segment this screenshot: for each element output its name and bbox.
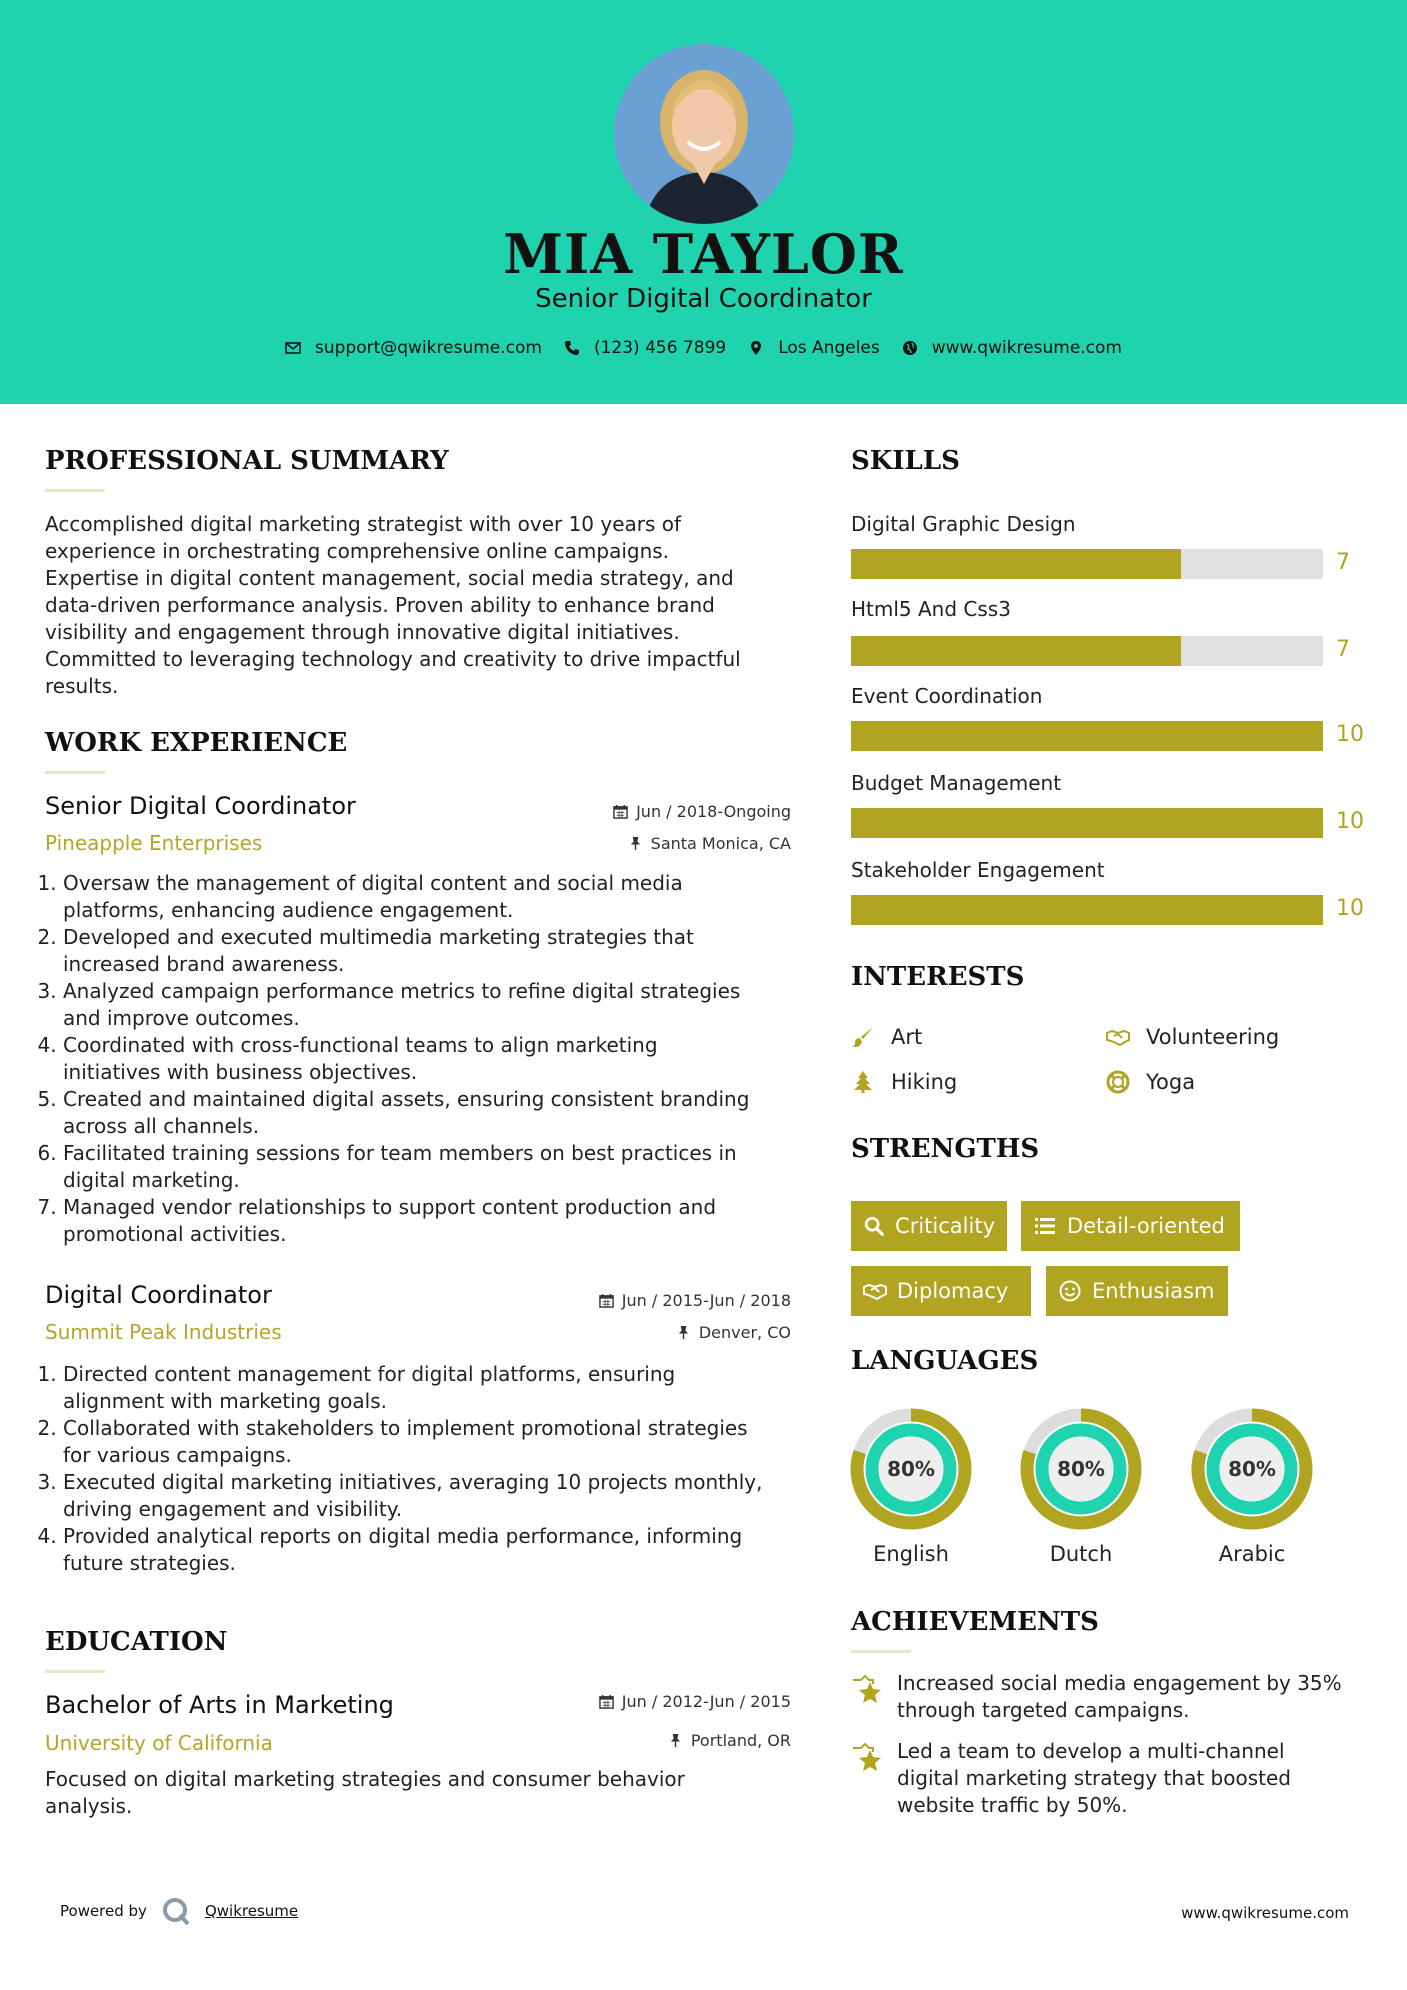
interest-item	[851, 1070, 957, 1094]
education-line: Focused on digital marketing strategies and consumer behavior	[45, 1767, 685, 1791]
duty-item: 1. Oversaw the management of digital content and social media platforms, enhancing audience engagement.	[63, 870, 823, 924]
list-icon	[1033, 1214, 1057, 1238]
footer-powered-by	[60, 1896, 298, 1926]
interest-item	[1106, 1070, 1195, 1094]
language-ring	[1020, 1408, 1142, 1530]
achievement-item	[851, 1670, 1371, 1724]
lifebuoy-icon	[1106, 1070, 1130, 1094]
skill-bar	[851, 808, 1323, 838]
summary-line: results.	[45, 674, 119, 698]
strength-badge	[851, 1266, 1031, 1316]
search-icon	[863, 1214, 885, 1238]
summary-heading: PROFESSIONAL SUMMARY	[45, 446, 449, 476]
footer-website[interactable]: www.qwikresume.com	[1181, 1904, 1349, 1922]
skill-name: Html5 And Css3	[851, 597, 1011, 621]
language-ring	[850, 1408, 972, 1530]
handshake-icon	[863, 1279, 887, 1303]
summary-line: Committed to leveraging technology and creativity to drive impactful	[45, 647, 741, 671]
contact-phone-text: (123) 456 7899	[593, 338, 727, 358]
contact-email[interactable]	[285, 338, 542, 358]
strength-badge	[851, 1201, 1007, 1251]
summary-line: visibility and engagement through innovative digital initiatives.	[45, 620, 680, 644]
skill-name: Stakeholder Engagement	[851, 858, 1105, 882]
summary-line: data-driven performance analysis. Proven ability to enhance brand	[45, 593, 715, 617]
skill-name: Event Coordination	[851, 684, 1043, 708]
brand-link[interactable]: Qwikresume	[204, 1902, 299, 1920]
work-underline	[45, 771, 105, 774]
duty-item: 4. Coordinated with cross-functional teams to align marketing initiatives with business objectives.	[63, 1032, 823, 1086]
achievement-item	[851, 1738, 1371, 1819]
language-percent: 80%	[1228, 1457, 1276, 1481]
skill-bar	[851, 549, 1323, 579]
job-location	[480, 834, 791, 853]
skill-value: 10	[1336, 722, 1364, 747]
work-heading: WORK EXPERIENCE	[45, 728, 348, 758]
duty-item: 4. Provided analytical reports on digital media performance, informing future strategies.	[63, 1523, 823, 1577]
education-description	[45, 1766, 805, 1820]
job-dates	[480, 802, 791, 821]
skill-value: 7	[1336, 637, 1350, 662]
star-badge-icon	[851, 1740, 883, 1772]
job-location-text: Denver, CO	[698, 1323, 791, 1342]
achievement-text: Led a team to develop a multi-channel digital marketing strategy that boosted website traffic by 50%.	[897, 1739, 1291, 1817]
interest-label: Yoga	[1146, 1070, 1196, 1094]
paintbrush-icon	[851, 1025, 875, 1049]
resume-header	[0, 0, 1407, 404]
star-badge-icon	[851, 1672, 883, 1704]
duty-item: 7. Managed vendor relationships to support content production and promotional activities.	[63, 1194, 823, 1248]
interest-item	[1106, 1025, 1279, 1049]
job-location	[480, 1323, 791, 1342]
candidate-title: Senior Digital Coordinator	[535, 284, 872, 314]
duty-item: 1. Directed content management for digital platforms, ensuring alignment with marketing goals.	[63, 1361, 823, 1415]
duty-item: 2. Developed and executed multimedia marketing strategies that increased brand awareness.	[63, 924, 823, 978]
job-dates-text: Jun / 2018-Ongoing	[636, 802, 791, 821]
pushpin-icon	[668, 1733, 683, 1748]
skill-name: Digital Graphic Design	[851, 512, 1076, 536]
contact-phone[interactable]	[564, 338, 726, 358]
education-dates-text: Jun / 2012-Jun / 2015	[621, 1692, 791, 1711]
pushpin-icon	[628, 836, 643, 851]
contact-website[interactable]	[902, 338, 1122, 358]
smile-icon	[1058, 1279, 1082, 1303]
skill-bar	[851, 636, 1323, 666]
language-percent: 80%	[1057, 1457, 1105, 1481]
language-name: English	[873, 1542, 949, 1566]
strength-label: Detail-oriented	[1067, 1214, 1225, 1238]
strength-label: Enthusiasm	[1092, 1279, 1215, 1303]
calendar-icon	[613, 804, 628, 819]
calendar-icon	[599, 1293, 614, 1308]
duty-item: 3. Executed digital marketing initiatives, averaging 10 projects monthly, driving engagement and visibility.	[63, 1469, 823, 1523]
duty-item: 3. Analyzed campaign performance metrics to refine digital strategies and improve outcomes.	[63, 978, 823, 1032]
summary-text	[45, 511, 795, 700]
education-underline	[45, 1670, 105, 1673]
strengths-heading: STRENGTHS	[851, 1134, 1040, 1164]
summary-underline	[45, 489, 105, 492]
globe-icon	[902, 340, 918, 356]
strength-label: Criticality	[895, 1214, 995, 1238]
contact-location	[748, 338, 880, 358]
envelope-icon	[285, 340, 301, 356]
degree-title: Bachelor of Arts in Marketing	[45, 1691, 394, 1719]
language-name: Arabic	[1218, 1542, 1286, 1566]
job-location-text: Santa Monica, CA	[650, 834, 791, 853]
language-percent: 80%	[887, 1457, 935, 1481]
interest-label: Art	[891, 1025, 923, 1049]
language-item	[1191, 1408, 1313, 1566]
calendar-icon	[599, 1694, 614, 1709]
school-name: University of California	[45, 1731, 273, 1755]
summary-line: experience in orchestrating comprehensive online campaigns.	[45, 539, 670, 563]
interest-label: Hiking	[891, 1070, 958, 1094]
skill-value: 7	[1336, 550, 1350, 575]
languages-heading: LANGUAGES	[851, 1346, 1039, 1376]
achievements-underline	[851, 1650, 911, 1653]
contact-website-text: www.qwikresume.com	[931, 338, 1122, 358]
job-title: Digital Coordinator	[45, 1281, 272, 1309]
skill-value: 10	[1336, 809, 1364, 834]
summary-line: Accomplished digital marketing strategist with over 10 years of	[45, 512, 682, 536]
job-company: Summit Peak Industries	[45, 1320, 282, 1344]
job-duties	[45, 1361, 823, 1577]
duty-item: 6. Facilitated training sessions for team members on best practices in digital marketing.	[63, 1140, 823, 1194]
contact-email-text: support@qwikresume.com	[315, 338, 542, 358]
interest-label: Volunteering	[1146, 1025, 1280, 1049]
profile-photo	[614, 44, 794, 224]
phone-icon	[564, 340, 580, 356]
strength-badge	[1046, 1266, 1228, 1316]
contact-bar	[0, 338, 1407, 358]
skill-bar-fill	[851, 636, 1181, 666]
skill-bar-fill	[851, 895, 1323, 925]
skill-bar-fill	[851, 808, 1323, 838]
duty-item: 2. Collaborated with stakeholders to implement promotional strategies for various campaigns.	[63, 1415, 823, 1469]
education-line: analysis.	[45, 1794, 133, 1818]
contact-location-text: Los Angeles	[778, 338, 880, 358]
job-dates-text: Jun / 2015-Jun / 2018	[621, 1291, 791, 1310]
job-company: Pineapple Enterprises	[45, 831, 263, 855]
language-name: Dutch	[1049, 1542, 1113, 1566]
education-location	[480, 1731, 791, 1750]
qwikresume-logo-icon	[161, 1896, 191, 1926]
skill-value: 10	[1336, 896, 1364, 921]
interests-heading: INTERESTS	[851, 962, 1025, 992]
job-duties	[45, 870, 823, 1248]
map-pin-icon	[748, 340, 764, 356]
skill-bar	[851, 895, 1323, 925]
language-item	[1020, 1408, 1142, 1566]
skill-name: Budget Management	[851, 771, 1062, 795]
job-dates	[480, 1291, 791, 1310]
skill-bar-fill	[851, 721, 1323, 751]
strength-label: Diplomacy	[897, 1279, 1009, 1303]
candidate-name: MIA TAYLOR	[503, 222, 904, 286]
education-dates	[480, 1692, 791, 1711]
achievement-text: Increased social media engagement by 35% through targeted campaigns.	[897, 1671, 1342, 1722]
achievements-heading: ACHIEVEMENTS	[851, 1607, 1099, 1637]
skills-heading: SKILLS	[851, 446, 960, 476]
language-ring	[1191, 1408, 1313, 1530]
duty-item: 5. Created and maintained digital assets, ensuring consistent branding across all channels.	[63, 1086, 823, 1140]
summary-line: Expertise in digital content management, social media strategy, and	[45, 566, 734, 590]
education-location-text: Portland, OR	[690, 1731, 791, 1750]
powered-by-text: Powered by	[60, 1902, 147, 1920]
language-item	[850, 1408, 972, 1566]
education-heading: EDUCATION	[45, 1627, 228, 1657]
skill-bar	[851, 721, 1323, 751]
job-title: Senior Digital Coordinator	[45, 792, 356, 820]
handshake-icon	[1106, 1025, 1130, 1049]
tree-icon	[851, 1070, 875, 1094]
strength-badge	[1021, 1201, 1240, 1251]
pushpin-icon	[676, 1325, 691, 1340]
skill-bar-fill	[851, 549, 1181, 579]
interest-item	[851, 1025, 922, 1049]
